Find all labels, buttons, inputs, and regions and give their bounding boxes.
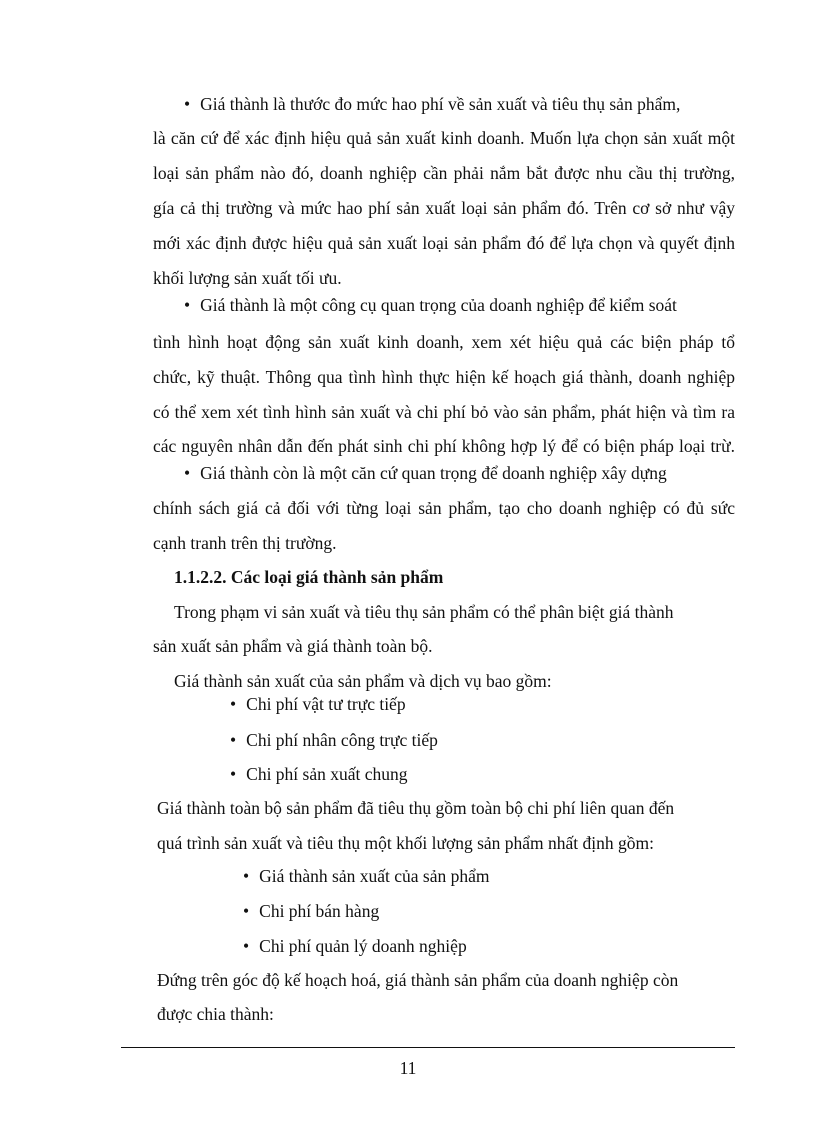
page-number: 11 xyxy=(399,1058,417,1078)
section-heading: 1.1.2.2. Các loại giá thành sản phẩm xyxy=(174,567,444,587)
footer-rule xyxy=(121,1047,735,1048)
paragraph-4-line-2: sản xuất sản phẩm và giá thành toàn bộ. xyxy=(153,636,433,656)
paragraph-2-line-2: tình hình hoạt động sản xuất kinh doanh, xem xét hiệu quả các biện pháp tổ xyxy=(153,332,735,352)
paragraph-4-line-1: Trong phạm vi sản xuất và tiêu thụ sản phẩm có thể phân biệt giá thành xyxy=(174,602,674,622)
paragraph-1-line-6: khối lượng sản xuất tối ưu. xyxy=(153,268,342,288)
paragraph-2-line-3: chức, kỹ thuật. Thông qua tình hình thực hiện kế hoạch giá thành, doanh nghiệp xyxy=(153,367,735,387)
bullet-paragraph-2-line-1: • Giá thành là một công cụ quan trọng của doanh nghiệp để kiểm soát xyxy=(184,294,677,316)
list-1-item-1: • Chi phí vật tư trực tiếp xyxy=(230,693,406,715)
bullet-paragraph-3-line-1: • Giá thành còn là một căn cứ quan trọng để doanh nghiệp xây dựng xyxy=(184,462,667,484)
paragraph-3-line-2: chính sách giá cả đối với từng loại sản phẩm, tạo cho doanh nghiệp có đủ sức xyxy=(153,498,735,518)
paragraph-1-line-5: mới xác định được hiệu quả sản xuất loại sản phẩm đó để lựa chọn và quyết định xyxy=(153,233,735,253)
list-2-item-1: • Giá thành sản xuất của sản phẩm xyxy=(243,865,490,887)
paragraph-3-line-3: cạnh tranh trên thị trường. xyxy=(153,533,337,553)
list-2-item-3: • Chi phí quản lý doanh nghiệp xyxy=(243,935,467,957)
list-1-item-3: • Chi phí sản xuất chung xyxy=(230,763,408,785)
paragraph-1-line-3: loại sản phẩm nào đó, doanh nghiệp cần phải nắm bắt được nhu cầu thị trường, xyxy=(153,163,735,183)
list-1-item-2: • Chi phí nhân công trực tiếp xyxy=(230,729,438,751)
bullet-paragraph-1-line-1: • Giá thành là thước đo mức hao phí về sản xuất và tiêu thụ sản phẩm, xyxy=(184,93,680,115)
paragraph-1-line-2: là căn cứ để xác định hiệu quả sản xuất kinh doanh. Muốn lựa chọn sản xuất một xyxy=(153,128,735,148)
paragraph-5: Giá thành sản xuất của sản phẩm và dịch vụ bao gồm: xyxy=(174,671,552,691)
list-2-item-2: • Chi phí bán hàng xyxy=(243,900,379,922)
paragraph-2-line-5: các nguyên nhân dẫn đến phát sinh chi phí không hợp lý để có biện pháp loại trừ. xyxy=(153,436,735,456)
paragraph-7-line-2: được chia thành: xyxy=(157,1004,274,1024)
paragraph-7-line-1: Đứng trên góc độ kế hoạch hoá, giá thành sản phẩm của doanh nghiệp còn xyxy=(157,970,679,990)
paragraph-2-line-4: có thể xem xét tình hình sản xuất và chi phí bỏ vào sản phẩm, phát hiện và tìm ra xyxy=(153,402,735,422)
paragraph-6-line-2: quá trình sản xuất và tiêu thụ một khối lượng sản phẩm nhất định gồm: xyxy=(157,833,655,853)
paragraph-6-line-1: Giá thành toàn bộ sản phẩm đã tiêu thụ gồm toàn bộ chi phí liên quan đến xyxy=(157,798,675,818)
paragraph-1-line-4: gía cả thị trường và mức hao phí sản xuất loại sản phẩm đó. Trên cơ sở như vậy xyxy=(153,198,735,218)
